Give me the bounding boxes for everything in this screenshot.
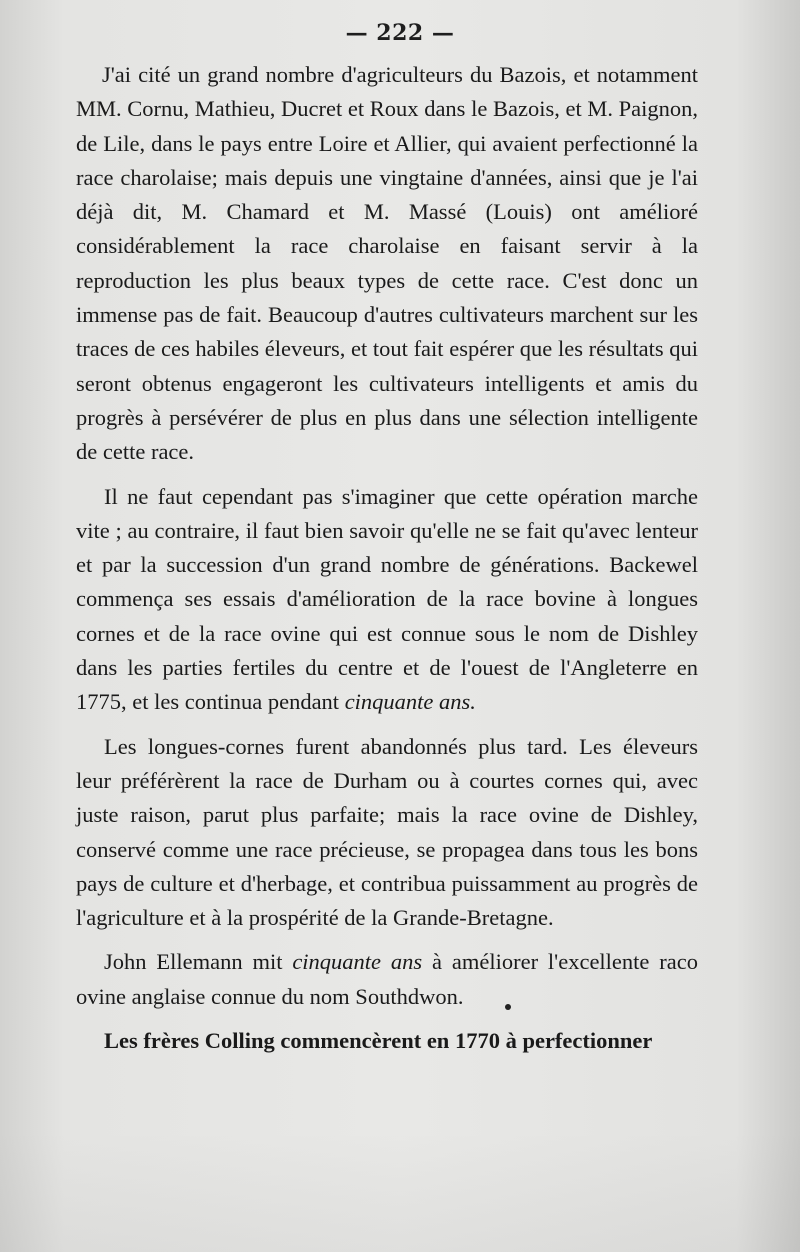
paragraph-2 [76,480,698,720]
paragraph-2-italic: cinquante ans. [344,689,476,715]
paragraph-4-italic: cinquante ans [292,949,423,975]
paragraph-4-before: John Ellemann mit [104,949,283,975]
paragraph-1: J'ai cité un grand nombre d'agriculteurs du Bazois, et notamment MM. Cornu, Mathieu, Ducret et Roux dans le Bazois, et M. Paignon, de Lile, dans le pays entre Loire et Allier, qui avaient perfectionné la race charolaise; mais depuis une vingtaine d'années, ainsi que je l'ai déjà dit, M. Chamard et M. Massé (Louis) ont amélioré considérablement la race charolaise en faisant servir à la reproduction les plus beaux types de cette race. C'est donc un immense pas de fait. Beaucoup d'autres cultivateurs marchent sur les traces de ces habiles éleveurs, et tout fait espérer que les résultats qui seront obtenus engageront les cultivateurs intelligents et amis du progrès à persévérer de plus en plus dans une sélection intelligente de cette race. [76,62,698,465]
paragraph-5: Les frères Colling commencèrent en 1770 à perfectionner [104,1028,653,1054]
ink-speck [505,1004,511,1010]
paragraph-4-after: à améliorer l'excellente raco ovine anglaise connue du nom Southdwon. [76,949,698,1009]
paragraph-2-text: Il ne faut cependant pas s'imaginer que cette opération marche vite ; au contraire, il faut bien savoir qu'elle ne se fait qu'avec lenteur et par la succession d'un grand nombre de générations. Backewel commença ses essais d'amélioration de la race bovine à longues cornes et de la race ovine qui est connue sous le nom de Dishley dans les parties fertiles du centre et de l'ouest de l'Angleterre en 1775, et les continua pendant [76,483,698,715]
paragraph-3: Les longues-cornes furent abandonnés plus tard. Les éleveurs leur préférèrent la race de Durham ou à courtes cornes qui, avec juste raison, parut plus parfaite; mais la race ovine de Dishley, conservé comme une race précieuse, se propagea dans tous les bons pays de culture et d'herbage, et contribua puissamment au progrès de l'agriculture et à la prospérité de la Grande-Bretagne. [76,733,698,931]
page-shadow [0,1132,800,1252]
page-number: — 222 — [345,20,455,46]
paragraph-4 [76,945,698,1014]
page-body [76,58,698,1058]
